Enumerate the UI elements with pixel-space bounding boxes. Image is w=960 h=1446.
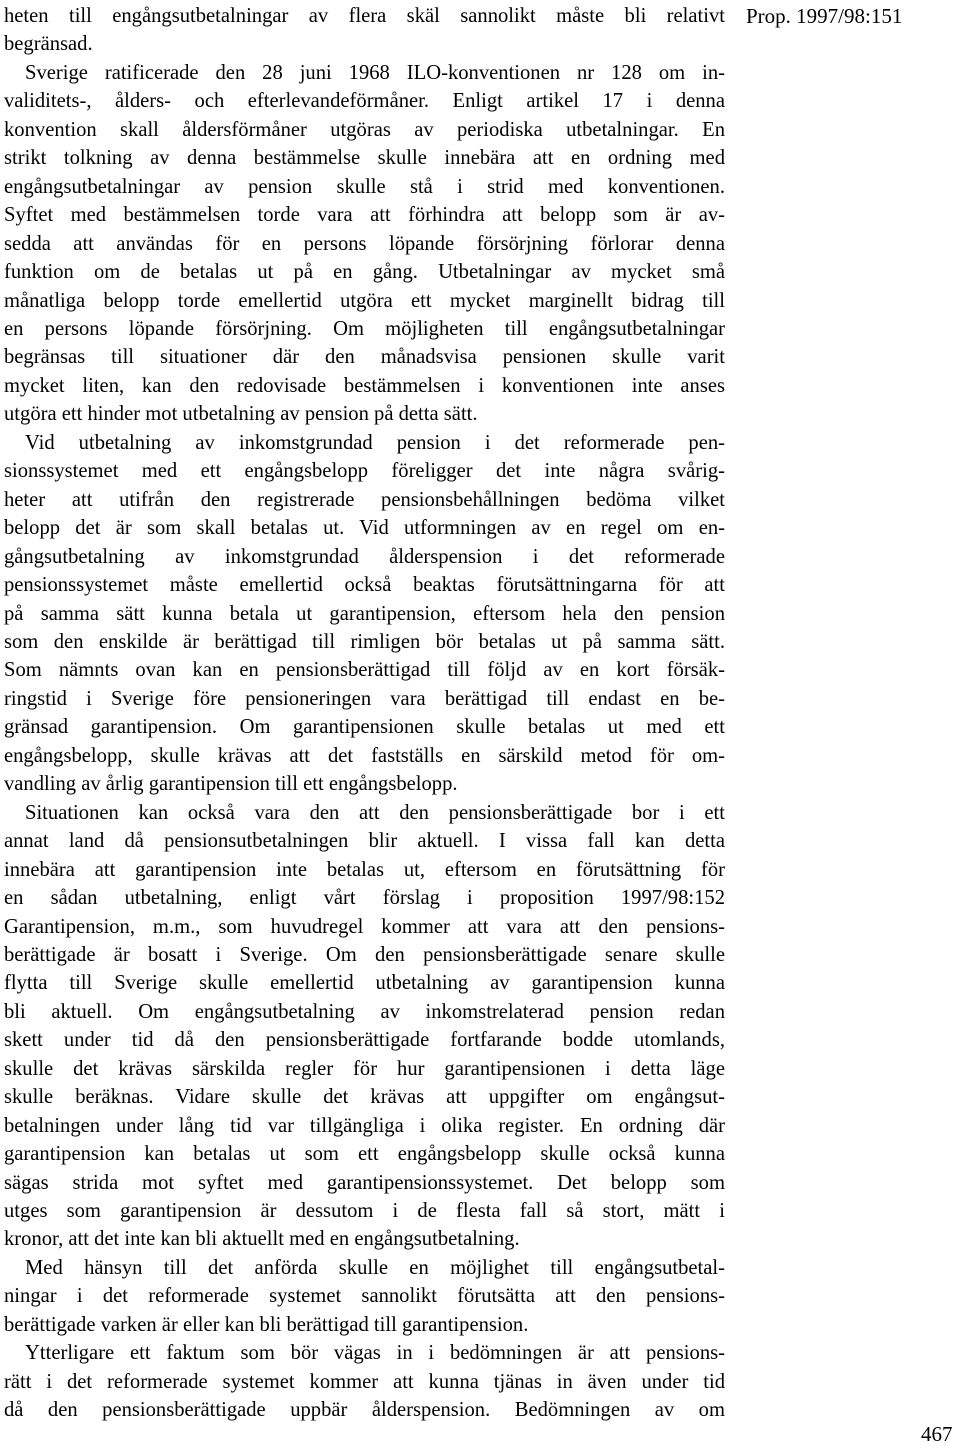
text-line: Sverige ratificerade den 28 juni 1968 ILO-konventionen nr 128 om in- bbox=[25, 61, 725, 84]
text-line: utges som garantipension är dessutom i de flesta fall så stort, mätt i bbox=[4, 1200, 725, 1223]
text-line: innebära att garantipension inte betalas ut, eftersom en förutsättning för bbox=[4, 858, 725, 881]
text-line: annat land då pensionsutbetalningen blir aktuell. I vissa fall kan detta bbox=[4, 830, 725, 853]
text-line: begränsas till situationer där den månadsvisa pensionen skulle varit bbox=[4, 346, 725, 369]
text-line: utgöra ett hinder mot utbetalning av pension på detta sätt. bbox=[4, 403, 478, 426]
text-line: validitets-, ålders- och efterlevandeförmåner. Enligt artikel 17 i denna bbox=[4, 90, 725, 113]
text-line: Situationen kan också vara den att den pensionsberättigade bor i ett bbox=[25, 801, 725, 824]
text-line: heter att utifrån den registrerade pensionsbehållningen bedöma vilket bbox=[4, 488, 725, 511]
text-line: flytta till Sverige skulle emellertid utbetalning av garantipension kunna bbox=[4, 972, 725, 995]
text-line: berättigade varken är eller kan bli berättigad till garantipension. bbox=[4, 1313, 529, 1336]
text-line: en sådan utbetalning, enligt vårt förslag i proposition 1997/98:152 bbox=[4, 887, 725, 910]
text-line: kronor, att det inte kan bli aktuellt med en engångsutbetalning. bbox=[4, 1228, 520, 1251]
text-line: sionssystemet med ett engångsbelopp föreligger det inte några svårig- bbox=[4, 460, 725, 483]
text-line: funktion om de betalas ut på en gång. Utbetalningar av mycket små bbox=[4, 261, 725, 284]
text-line: på samma sätt kunna betala ut garantipension, eftersom hela den pension bbox=[4, 602, 725, 625]
text-line: bli aktuell. Om engångsutbetalning av inkomstrelaterad pension redan bbox=[4, 1000, 725, 1023]
paragraph bbox=[4, 1339, 725, 1424]
text-line: Vid utbetalning av inkomstgrundad pension i det reformerade pen- bbox=[25, 431, 725, 454]
text-line: belopp det är som skall betalas ut. Vid utformningen av en regel om en- bbox=[4, 517, 725, 540]
text-line: begränsad. bbox=[4, 33, 93, 56]
text-line: Syftet med bestämmelsen torde vara att förhindra att belopp som är av- bbox=[4, 204, 725, 227]
text-line: ningar i det reformerade systemet sannolikt förutsätta att den pensions- bbox=[4, 1285, 725, 1308]
text-line: engångsbelopp, skulle krävas att det fastställs en särskild metod för om- bbox=[4, 744, 725, 767]
text-line: berättigade är bosatt i Sverige. Om den pensionsberättigade senare skulle bbox=[4, 943, 725, 966]
text-line: rätt i det reformerade systemet kommer att kunna tjänas in även under tid bbox=[4, 1370, 725, 1393]
text-line: gångsutbetalning av inkomstgrundad ålderspension i det reformerade bbox=[4, 545, 725, 568]
text-line: skett under tid då den pensionsberättigade fortfarande bodde utomlands, bbox=[4, 1029, 725, 1052]
text-line: pensionssystemet måste emellertid också beaktas förutsättningarna för att bbox=[4, 574, 725, 597]
text-line: heten till engångsutbetalningar av flera skäl sannolikt måste bli relativt bbox=[4, 5, 725, 27]
text-line: betalningen under lång tid var tillgängliga i olika register. En ordning där bbox=[4, 1114, 725, 1137]
text-line: Ytterligare ett faktum som bör vägas in i bedömningen är att pensions- bbox=[25, 1342, 725, 1365]
text-line: sedda att användas för en persons löpande försörjning förlorar denna bbox=[4, 232, 725, 255]
paragraph bbox=[4, 799, 725, 1254]
text-line: sägas strida mot syftet med garantipensionssystemet. Det belopp som bbox=[4, 1171, 725, 1194]
text-line: vandling av årlig garantipension till ett engångsbelopp. bbox=[4, 773, 458, 796]
text-line: en persons löpande försörjning. Om möjligheten till engångsutbetalningar bbox=[4, 317, 725, 340]
text-line: ringstid i Sverige före pensioneringen vara berättigad till endast en be- bbox=[4, 687, 725, 710]
paragraph bbox=[4, 429, 725, 799]
paragraph bbox=[4, 2, 725, 59]
text-line: Som nämnts ovan kan en pensionsberättigad till följd av en kort försäk- bbox=[4, 659, 725, 682]
text-line: konvention skall åldersförmåner utgöras av periodiska utbetalningar. En bbox=[4, 118, 725, 141]
text-line: som den enskilde är berättigad till rimligen bör betalas ut på samma sätt. bbox=[4, 630, 725, 653]
page-number: 467 bbox=[921, 1422, 953, 1446]
text-line: engångsutbetalningar av pension skulle stå i strid med konventionen. bbox=[4, 175, 725, 198]
text-line: Garantipension, m.m., som huvudregel kommer att vara att den pensions- bbox=[4, 915, 725, 938]
body-text bbox=[4, 2, 725, 1425]
paragraph bbox=[4, 1254, 725, 1339]
paragraph bbox=[4, 59, 725, 429]
page-header-reference: Prop. 1997/98:151 bbox=[746, 4, 903, 28]
text-line: Med hänsyn till det anförda skulle en möjlighet till engångsutbetal- bbox=[25, 1256, 725, 1279]
text-line: strikt tolkning av denna bestämmelse skulle innebära att en ordning med bbox=[4, 147, 725, 170]
text-line: skulle beräknas. Vidare skulle det krävas att uppgifter om engångsut- bbox=[4, 1086, 725, 1109]
text-line: då den pensionsberättigade uppbär ålderspension. Bedömningen av om bbox=[4, 1399, 725, 1422]
text-line: månatliga belopp torde emellertid utgöra ett mycket marginellt bidrag till bbox=[4, 289, 725, 312]
text-line: gränsad garantipension. Om garantipensionen skulle betalas ut med ett bbox=[4, 716, 725, 739]
text-line: garantipension kan betalas ut som ett engångsbelopp skulle också kunna bbox=[4, 1143, 725, 1166]
text-line: skulle det krävas särskilda regler för hur garantipensionen i detta läge bbox=[4, 1057, 725, 1080]
text-line: mycket liten, kan den redovisade bestämmelsen i konventionen inte anses bbox=[4, 374, 725, 397]
